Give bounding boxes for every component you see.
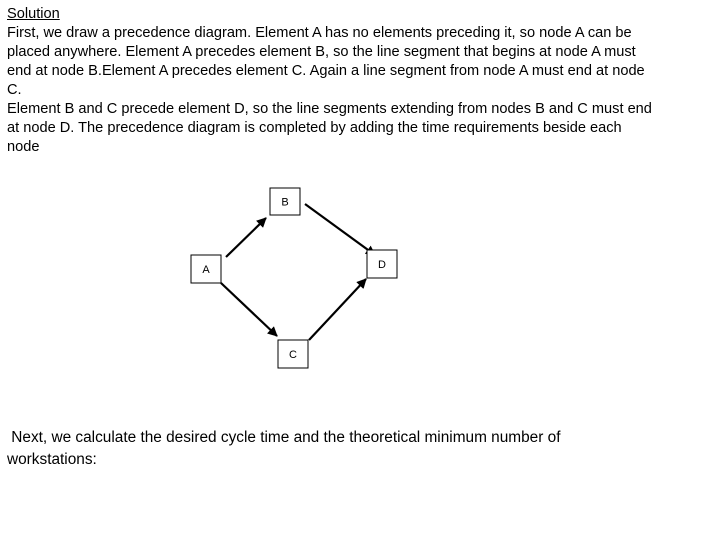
- node-d-label: D: [378, 259, 386, 271]
- solution-paragraph-1: First, we draw a precedence diagram. Element A has no elements preceding it, so node A can be placed anywhere. Element A precedes element B, so the line segment that begins at node A must end at node B.Element A precedes element C. Again a line segment from node A must end at node C.: [7, 25, 645, 98]
- edge-b-to-d: [305, 204, 375, 255]
- solution-paragraph-2: Element B and C precede element D, so the line segments extending from nodes B and C must end at node D. The precedence diagram is completed by adding the time requirements beside each node: [7, 101, 652, 155]
- edge-c-to-d: [309, 279, 366, 340]
- node-c-label: C: [289, 349, 297, 361]
- node-b: [270, 188, 300, 215]
- node-c: [278, 340, 308, 368]
- next-step-text: Next, we calculate the desired cycle time and the theoretical minimum number of workstations:: [7, 429, 565, 468]
- diagram-nodes: [191, 188, 397, 368]
- solution-title: Solution: [7, 6, 60, 22]
- edge-a-to-c: [221, 283, 277, 336]
- node-b-label: B: [281, 196, 289, 209]
- node-a-label: A: [202, 264, 210, 276]
- node-d: [367, 250, 397, 278]
- edge-a-to-b: [226, 218, 266, 257]
- node-a: [191, 255, 221, 283]
- diagram-edges: [221, 204, 375, 340]
